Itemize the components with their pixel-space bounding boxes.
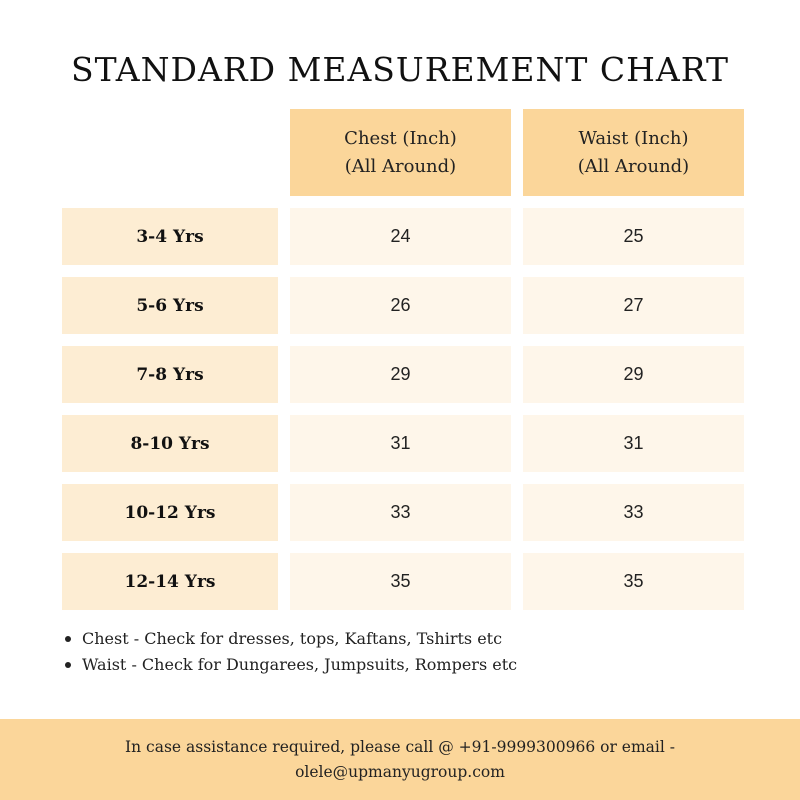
row-label-size: 10-12 Yrs — [62, 484, 278, 541]
footer-contact-line: In case assistance required, please call @ +91-9999300966 or email - — [125, 737, 675, 756]
bullet-icon — [65, 636, 71, 642]
waist-value: 27 — [523, 277, 744, 334]
chest-value: 26 — [290, 277, 511, 334]
chest-column-header — [290, 109, 511, 196]
row-label-size: 12-14 Yrs — [62, 553, 278, 610]
bullet-icon — [65, 662, 71, 668]
waist-value: 25 — [523, 208, 744, 265]
contact-footer — [0, 719, 800, 800]
row-label-size: 7-8 Yrs — [62, 346, 278, 403]
chest-value: 33 — [290, 484, 511, 541]
waist-column-header — [523, 109, 744, 196]
waist-header-line2: (All Around) — [577, 155, 690, 177]
row-label-size: 8-10 Yrs — [62, 415, 278, 472]
waist-value: 33 — [523, 484, 744, 541]
notes-list — [62, 626, 517, 678]
waist-value: 31 — [523, 415, 744, 472]
chest-value: 29 — [290, 346, 511, 403]
row-label-size: 3-4 Yrs — [62, 208, 278, 265]
waist-value: 29 — [523, 346, 744, 403]
note-text: Waist - Check for Dungarees, Jumpsuits, Rompers etc — [82, 655, 518, 674]
note-item — [62, 652, 517, 678]
chest-header-line2: (All Around) — [344, 155, 457, 177]
note-item — [62, 626, 517, 652]
waist-value: 35 — [523, 553, 744, 610]
chest-value: 24 — [290, 208, 511, 265]
row-label-size: 5-6 Yrs — [62, 277, 278, 334]
chest-value: 35 — [290, 553, 511, 610]
note-text: Chest - Check for dresses, tops, Kaftans, Tshirts etc — [82, 629, 503, 648]
waist-header-line1: Waist (Inch) — [578, 127, 689, 149]
footer-email: olele@upmanyugroup.com — [295, 762, 505, 781]
chest-value: 31 — [290, 415, 511, 472]
page-title: STANDARD MEASUREMENT CHART — [70, 50, 730, 89]
chest-header-line1: Chest (Inch) — [344, 127, 457, 149]
